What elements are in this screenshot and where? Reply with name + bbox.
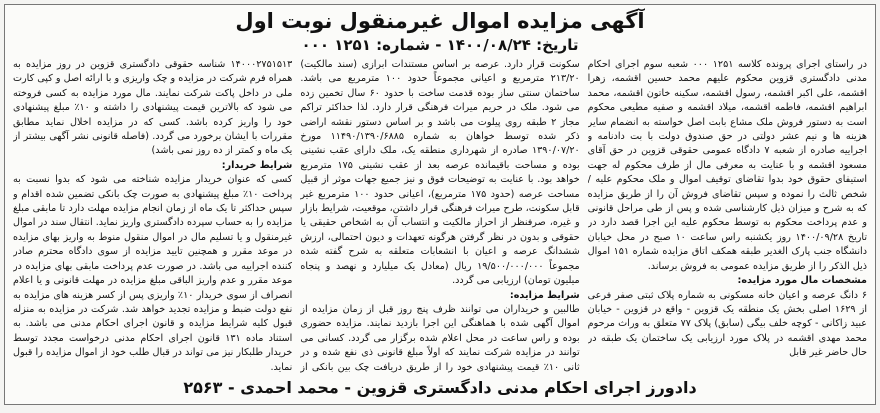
notice-headline: آگهی مزایده اموال غیرمنقول نوبت اول [235, 9, 645, 33]
column-left [13, 58, 292, 376]
paragraph: ۱۴۰۰۰۲۷۵۱۵۱۳ شناسه حقوقی دادگستری قزوین در روز مزایده به همراه فرم شرکت در مزایده و چک واریزی و با ارائه اصل و کپی کارت ملی در داخل پاکت شرکت نمایند. مال مورد مزایده به کسی فروخته می شود که بالاترین قیمت پیشنهادی را داشته و ۱۰٪ مبلغ پیشنهادی خود را واریز کرده باشد. کسی که در مزایده اخلال نماید مطابق مقررات با ایشان برخورد می گردد. (فاصله قانونی نشر آگهی بیشتر از یک ماه و کمتر از ده روز نمی باشد) [13, 59, 293, 157]
auction-notice [4, 4, 876, 405]
notice-columns [5, 58, 875, 376]
subheading: مشخصات مال مورد مزایده: [737, 275, 867, 287]
column-middle [300, 58, 579, 376]
notice-signature: دادورز اجرای احکام مدنی دادگستری قزوین - محمد احمدی - ۲۵۶۳ [183, 378, 697, 397]
notice-dateline: تاریخ: ۱۴۰۰/۰۸/۲۴ - شماره: ۱۲۵۱ ۰۰۰ [301, 36, 579, 54]
subheading: شرایط مزایده: [509, 289, 580, 301]
paragraph: سکونت قرار دارد. عرصه بر اساس مستندات ابرازی (سند مالکیت) ۲۱۳/۲۰ مترمربع و اعیانی مجموعاً حدود ۱۰۰ مترمربع می باشد. ساختمان سنتی ساز بوده قدمت ساخت با حدود ۶۰ سال تخمین زده می شود. ملک در حریم میراث فرهنگی قرار دارد. لذا حداکثر تراکم مجاز ۲ طبقه روی پیلوت می باشد و بر اساس دستور نقشه اراضی ذکر شده توسط خواهان به شماره ۱۱۴۹۰/۱۳۹۰/۶۸۸۵ مورخ ۱۳۹۰/۰۷/۲۰ صادره از شهرداری منطقه یک، ملک دارای عقب نشینی بوده و مساحت باقیمانده عرصه بعد از عقب نشینی ۱۷۵ مترمربع خواهد بود. با عنایت به توضیحات فوق و نیز جمیع جهات موثر از قبیل مساحت عرصه (حدود ۱۷۵ مترمربع)، اعیانی حدود ۱۰۰ مترمربع غیر قابل سکونت، طرح میراث فرهنگی قرار داشتن، موقعیت، شرایط بازار و غیره، صرفنظر از احراز مالکیت و انتساب آن به اشخاص حقیقی یا حقوقی و بدون در نظر گرفتن هرگونه تعهدات و دیون احتمالی، ارزش ششدانگ عرصه و اعیان با انشعابات متعلقه به شرح گفته شده مجموعاً ۱۹/۵۰۰/۰۰۰/۰۰۰ ریال (معادل یک میلیارد و نهصد و پنجاه میلیون تومان) ارزیابی می گردد. [300, 59, 580, 287]
subheading: شرایط خریدار: [221, 159, 293, 171]
paragraph: طالبین و خریداران می توانند ظرف پنج روز قبل از زمان مزایده از اموال آگهی شده با هماهنگی این اجرا بازدید نمایند. مزایده حضوری بوده و راس ساعت در محل اعلام شده برگزار می گردد. کسانی می توانند در مزایده شرکت نمایند که اولاً مبلغ قانونی ذی نفع شده و در ثانی ۱۰٪ قیمت پیشنهادی خود را از طریق دریافت چک بین بانکی از [300, 303, 580, 373]
paragraph: ۶ دانگ عرصه و اعیان خانه مسکونی به شماره پلاک ثبتی صفر فرعی از ۱۶۲۹ اصلی بخش یک منطقه یک قزوین - واقع در قزوین - خیابان عبید زاکانی - کوچه خلف بیگی (سابق) پلاک ۷۷ متعلق به وراث مرحوم محمد مهدی اقشمه در پلاک مورد ارزیابی یک ساختمان یک طبقه در حال حاضر غیر قابل [587, 289, 867, 359]
paragraph: در راستای اجرای پرونده کلاسه ۱۲۵۱ ۰۰۰ شعبه سوم اجرای احکام مدنی دادگستری قزوین محکوم علیهم محمد حسین اقشمه، زهرا اقشمه، علی اکبر اقشمه، رسول اقشمه، سکینه خاتون اقشمه، محمد ابراهیم اقشمه، فاطمه اقشمه، میلاد اقشمه و صفیه مطیعی محکوم است به دستور فروش ملک مشاع بابت اصل خواسته به انضمام سایر هزینه ها و نیم عشر دولتی در حق صندوق دولت با بت دادنامه و اجراییه صادره از شعبه ۷ دادگاه عمومی حقوقی قزوین در حق آقای مسعود اقشمه و با عنایت به معرفی مال از طرف محکوم له جهت استیفای حقوق خود بدوا تقاضای توقیف اموال و ملک محکوم علیه / شخص ثالث را نموده و سپس تقاضای فروش آن را از طریق مزایده که به شرح و میزان ذیل کارشناسی شده و پس از طی مراحل قانونی و عدم پرداخت محکوم به توسط محکوم علیه این اجرا قصد دارد در تاریخ ۱۴۰۰/۰۹/۲۸ روز یکشنبه راس ساعت ۱۰ صبح در محل خیابان دانشگاه جنب پارک الغدیر طبقه همکف اتاق مزایده شماره ۱۵۱ اموال ذیل الذکر را از طریق مزایده عمومی به فروش برساند. [587, 59, 867, 272]
paragraph: کسی که عنوان خریدار مزایده شناخته می شود که بدوا نسبت به پرداخت ۱۰٪ مبلغ پیشنهادی به صورت چک بانکی تضمین شده اقدام و سپس حداکثر تا یک ماه از زمان انجام مزایده مهلت دارد تا مابقی مبلغ مزایده را به حساب سپرده دادگستری واریز نماید. انتقال سند در اموال غیرمنقول و یا تسلیم مال در اموال منقول منوط به واریز بهای مزایده در موعد مقرر و همچنین تایید مزایده از سوی دادگاه محترم صادر کننده اجراییه می باشد. در صورت عدم پرداخت مابقی بهای مزایده در موعد مقرر و عدم واریز الباقی مبلغ مزایده در مهلت قانونی و یا اعلام انصراف از سوی خریدار ۱۰٪ واریزی پس از کسر هزینه های مزایده به نفع دولت ضبط و مزایده تجدید خواهد شد. شرکت در مزایده به منزله قبول کلیه شرایط مزایده و قانون اجرای احکام مدنی می باشد. به استناد ماده ۱۳۱ قانون اجرای احکام مدنی درخواست مجدد توسط خریدار طلبکار نیز می تواند در قبال طلب خود از اموال مزایده را قبول نماید. [13, 174, 293, 373]
column-right [588, 58, 867, 376]
